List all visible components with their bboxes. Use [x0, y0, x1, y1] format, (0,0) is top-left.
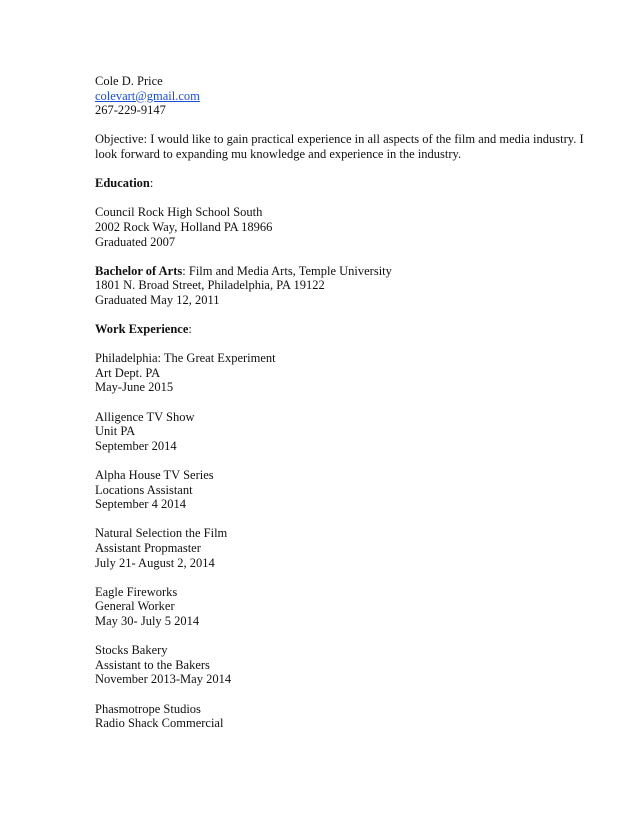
graduation-date: Graduated May 12, 2011 [95, 292, 220, 307]
job-role: Assistant to the Bakers [95, 657, 210, 672]
job-employer: Alligence TV Show [95, 409, 195, 424]
job-entry [95, 585, 595, 629]
phone-number: 267-229-9147 [95, 103, 166, 118]
job-entry [95, 526, 595, 570]
contact-block [95, 74, 595, 118]
job-dates: July 21- August 2, 2014 [95, 555, 215, 570]
job-employer: Natural Selection the Film [95, 526, 228, 541]
job-role: Radio Shack Commercial [95, 716, 224, 731]
job-entry [95, 351, 595, 395]
school-name: Council Rock High School South [95, 205, 263, 220]
degree-program: : Film and Media Arts, Temple University [182, 263, 392, 278]
work-experience-heading-label: Work Experience [95, 322, 189, 337]
university-address: 1801 N. Broad Street, Philadelphia, PA 19122 [95, 278, 325, 293]
job-employer: Philadelphia: The Great Experiment [95, 351, 276, 366]
job-entry [95, 643, 595, 687]
applicant-name: Cole D. Price [95, 74, 163, 88]
job-dates: September 2014 [95, 438, 177, 453]
education-entry-university [95, 264, 595, 308]
job-employer: Alpha House TV Series [95, 468, 214, 483]
work-experience-heading-colon: : [188, 322, 192, 337]
degree-title: Bachelor of Arts [95, 263, 183, 278]
job-dates: September 4 2014 [95, 497, 186, 512]
graduation-date: Graduated 2007 [95, 234, 176, 249]
job-dates: May-June 2015 [95, 380, 174, 395]
work-experience-heading [95, 322, 595, 337]
education-heading-colon: : [149, 176, 154, 191]
job-entry [95, 410, 595, 454]
school-address: 2002 Rock Way, Holland PA 18966 [95, 219, 273, 234]
email-link[interactable]: colevart@gmail.com [95, 88, 200, 103]
job-role: Art Dept. PA [95, 365, 161, 380]
degree-line [95, 264, 595, 279]
job-entry [95, 702, 595, 731]
objective-paragraph: Objective: I would like to gain practical experience in all aspects of the film and media industry. I look forward to expanding mu knowledge and experience in the industry. [95, 132, 584, 161]
education-heading-label: Education [95, 176, 150, 191]
job-employer: Phasmotrope Studios [95, 701, 201, 716]
education-entry-high-school [95, 205, 595, 249]
job-dates: May 30- July 5 2014 [95, 613, 200, 628]
resume-page [95, 74, 595, 731]
job-entry [95, 468, 595, 512]
job-employer: Eagle Fireworks [95, 584, 178, 599]
job-role: Assistant Propmaster [95, 541, 201, 555]
education-heading [95, 176, 595, 191]
job-role: Locations Assistant [95, 482, 193, 497]
job-dates: November 2013-May 2014 [95, 672, 232, 687]
job-role: Unit PA [95, 424, 136, 439]
job-employer: Stocks Bakery [95, 643, 168, 658]
job-role: General Worker [95, 599, 175, 614]
